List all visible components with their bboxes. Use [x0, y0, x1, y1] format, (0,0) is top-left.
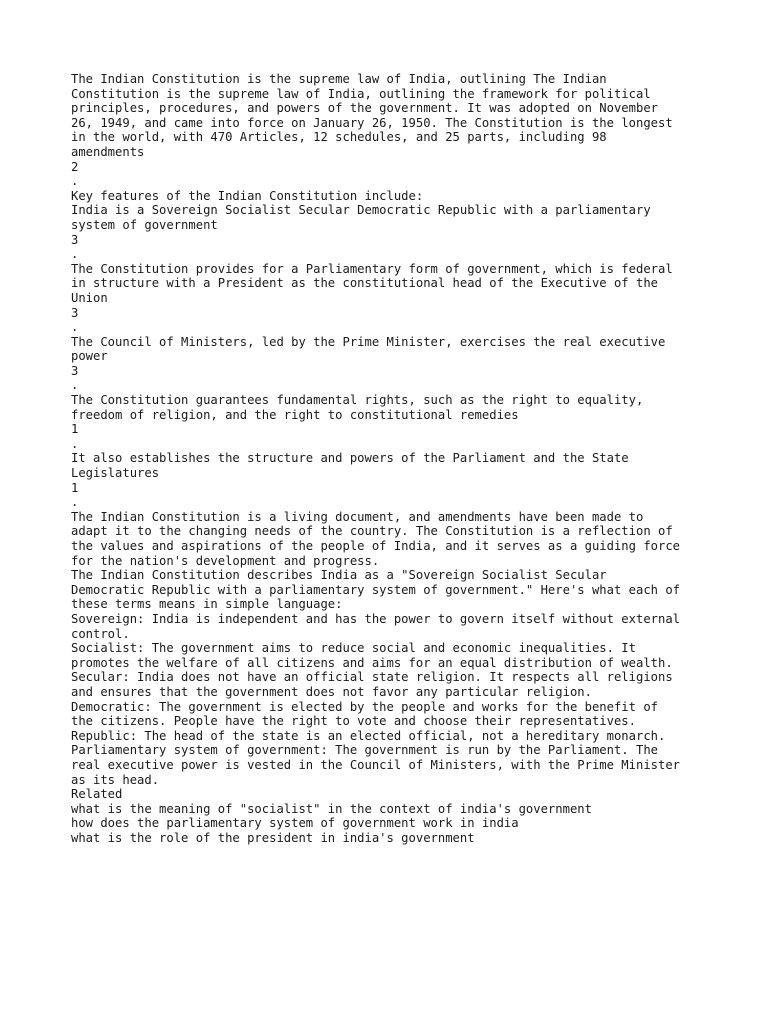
citation-number: 2 — [71, 159, 79, 174]
definition-democratic: Democratic: The government is elected by the people and works for the benefit of — [71, 699, 658, 714]
related-question: how does the parliamentary system of government work in india — [71, 816, 519, 831]
related-question: what is the role of the president in india's government — [71, 830, 475, 845]
citation-period: . — [71, 247, 79, 262]
text-line: Legislatures — [71, 466, 160, 481]
text-line: 26, 1949, and came into force on January 26, 1950. The Constitution is the longest — [71, 115, 673, 130]
text-line: as its head. — [71, 772, 160, 787]
text-line: the citizens. People have the right to vote and choose their representatives. — [71, 714, 636, 729]
citation-number: 3 — [71, 232, 79, 247]
related-question: what is the meaning of "socialist" in the context of india's government — [71, 801, 592, 816]
text-line: promotes the welfare of all citizens and aims for an equal distribution of wealth. — [71, 655, 673, 670]
definition-secular: Secular: India does not have an official state religion. It respects all religions — [71, 670, 673, 685]
text-line: amendments — [71, 144, 145, 159]
citation-period: . — [71, 378, 79, 393]
document-page — [71, 72, 711, 845]
text-line: Democratic Republic with a parliamentary system of government." Here's what each of — [71, 582, 681, 597]
definition-parliamentary: Parliamentary system of government: The government is run by the Parliament. The — [71, 743, 658, 758]
citation-period: . — [71, 174, 79, 189]
text-line: The Indian Constitution is a living document, and amendments have been made to — [71, 509, 644, 524]
text-line: It also establishes the structure and powers of the Parliament and the State — [71, 451, 629, 466]
related-heading: Related — [71, 787, 123, 802]
definition-sovereign: Sovereign: India is independent and has the power to govern itself without external — [71, 611, 681, 626]
text-line: power — [71, 349, 108, 364]
text-line: India is a Sovereign Socialist Secular Democratic Republic with a parliamentary — [71, 203, 651, 218]
citation-number: 3 — [71, 305, 79, 320]
text-line: adapt it to the changing needs of the country. The Constitution is a reflection of — [71, 524, 673, 539]
citation-number: 3 — [71, 363, 79, 378]
text-line: system of government — [71, 217, 218, 232]
text-line: The Indian Constitution is the supreme law of India, outlining The Indian — [71, 72, 607, 86]
text-line: these terms means in simple language: — [71, 597, 343, 612]
text-line: The Constitution guarantees fundamental rights, such as the right to equality, — [71, 393, 644, 408]
citation-number: 1 — [71, 480, 79, 495]
text-line: in structure with a President as the constitutional head of the Executive of the — [71, 276, 658, 291]
citation-period: . — [71, 436, 79, 451]
citation-number: 1 — [71, 422, 79, 437]
text-line: Union — [71, 290, 108, 305]
definition-socialist: Socialist: The government aims to reduce social and economic inequalities. It — [71, 641, 636, 656]
text-line: and ensures that the government does not favor any particular religion. — [71, 684, 592, 699]
text-line: Constitution is the supreme law of India, outlining the framework for political — [71, 86, 651, 101]
citation-period: . — [71, 495, 79, 510]
text-line: principles, procedures, and powers of the government. It was adopted on November — [71, 101, 658, 116]
text-line: real executive power is vested in the Council of Ministers, with the Prime Minister — [71, 757, 681, 772]
section-heading: Key features of the Indian Constitution include: — [71, 188, 424, 203]
definition-republic: Republic: The head of the state is an elected official, not a hereditary monarch. — [71, 728, 666, 743]
text-line: The Council of Ministers, led by the Prime Minister, exercises the real executive — [71, 334, 666, 349]
text-line: the values and aspirations of the people of India, and it serves as a guiding force — [71, 539, 681, 553]
text-line: freedom of religion, and the right to constitutional remedies — [71, 407, 519, 422]
text-line: The Constitution provides for a Parliamentary form of government, which is federal — [71, 261, 673, 276]
citation-period: . — [71, 320, 79, 335]
text-line: The Indian Constitution describes India as a "Sovereign Socialist Secular — [71, 568, 607, 583]
text-line: control. — [71, 626, 130, 641]
text-line: for the nation's development and progress. — [71, 553, 380, 568]
text-line: in the world, with 470 Articles, 12 schedules, and 25 parts, including 98 — [71, 130, 607, 145]
